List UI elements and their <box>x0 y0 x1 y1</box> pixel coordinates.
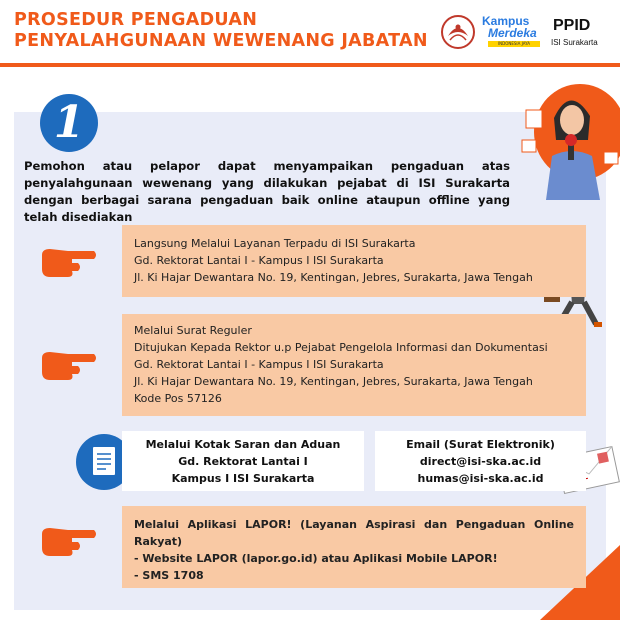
merdeka-text: Merdeka <box>488 26 537 40</box>
suggestion-line-3: Kampus I ISI Surakarta <box>171 472 315 485</box>
isi-emblem-icon <box>440 14 476 50</box>
reporter-illustration-icon <box>512 80 620 200</box>
suggestion-line-1: Melalui Kotak Saran dan Aduan <box>145 438 341 451</box>
letter-line-5: Kode Pos 57126 <box>134 392 222 405</box>
suggestion-line-2: Gd. Rektorat Lantai I <box>178 455 308 468</box>
letter-line-4: Jl. Ki Hajar Dewantara No. 19, Kentingan, Jebres, Surakarta, Jawa Tengah <box>134 375 533 388</box>
step-number-badge: 1 <box>40 94 98 152</box>
email-address-2[interactable]: humas@isi-ska.ac.id <box>417 472 544 485</box>
title-line-1: PROSEDUR PENGADUAN <box>14 10 258 30</box>
header-divider <box>0 63 620 67</box>
lapor-app-box <box>122 506 586 588</box>
email-address-1[interactable]: direct@isi-ska.ac.id <box>419 455 542 468</box>
lapor-line-2: - Website LAPOR (lapor.go.id) atau Aplikasi Mobile LAPOR! <box>134 552 498 565</box>
lapor-line-1: Melalui Aplikasi LAPOR! (Layanan Aspirasi dan Pengaduan Online Rakyat) <box>134 518 574 548</box>
indonesia-jaya-strip: INDONESIA JAYA <box>488 41 540 47</box>
kampus-merdeka-logo <box>482 14 542 50</box>
page-title <box>14 10 428 52</box>
ppid-label: PPID <box>553 17 591 34</box>
lapor-line-3: - SMS 1708 <box>134 569 204 582</box>
direct-line-1: Langsung Melalui Layanan Terpadu di ISI Surakarta <box>134 237 416 250</box>
pointing-hand-icon <box>38 245 98 281</box>
suggestion-box-card <box>122 431 364 491</box>
letter-line-3: Gd. Rektorat Lantai I - Kampus I ISI Surakarta <box>134 358 384 371</box>
intro-text: Pemohon atau pelapor dapat menyampaikan pengaduan atas penyalahgunaan wewenang yang dilakukan pejabat di ISI Surakarta dengan berbagai sarana pengaduan baik online ataupun offline yang telah disediakan <box>24 159 510 224</box>
kampus-text: Kampus <box>482 14 530 28</box>
header <box>0 0 620 62</box>
direct-line-3: Jl. Ki Hajar Dewantara No. 19, Kentingan, Jebres, Surakarta, Jawa Tengah <box>134 271 533 284</box>
direct-line-2: Gd. Rektorat Lantai I - Kampus I ISI Surakarta <box>134 254 384 267</box>
regular-letter-box <box>122 314 586 416</box>
title-line-2: PENYALAHGUNAAN WEWENANG JABATAN <box>14 31 428 51</box>
letter-line-1: Melalui Surat Reguler <box>134 324 252 337</box>
letter-line-2: Ditujukan Kepada Rektor u.p Pejabat Pengelola Informasi dan Dokumentasi <box>134 341 548 354</box>
institution-label: ISI Surakarta <box>551 38 598 47</box>
pointing-hand-icon <box>38 524 98 560</box>
email-line-1: Email (Surat Elektronik) <box>406 438 555 451</box>
direct-service-box <box>122 225 586 297</box>
pointing-hand-icon <box>38 348 98 384</box>
email-card <box>375 431 586 491</box>
